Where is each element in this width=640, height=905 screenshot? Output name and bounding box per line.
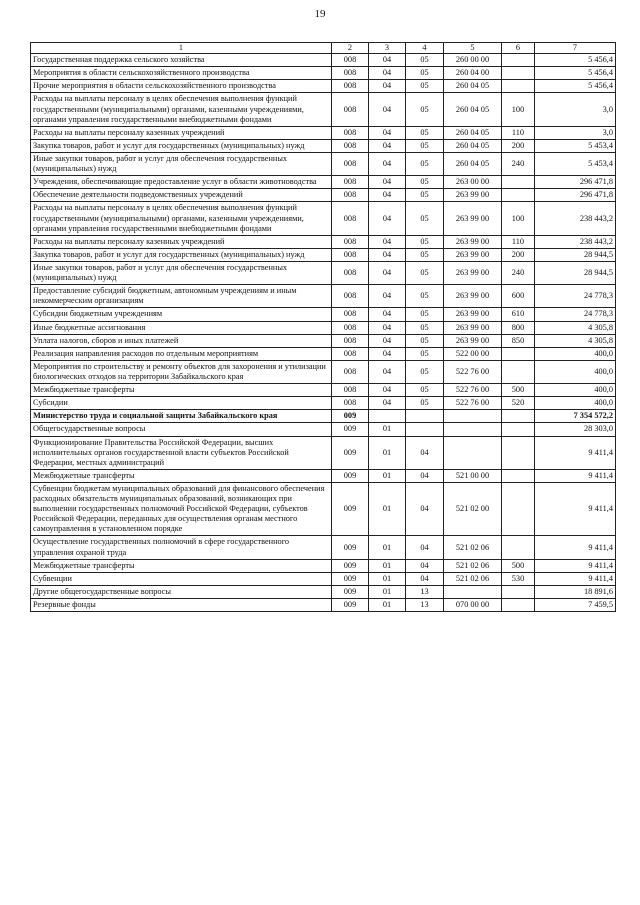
expense-type-cell: 850 [502,334,535,347]
section-code-cell: 04 [369,261,406,284]
ministry-code-cell: 008 [332,347,369,360]
row-name-cell: Закупка товаров, работ и услуг для государственных (муниципальных) нужд [31,248,332,261]
subsection-code-cell: 05 [406,235,444,248]
row-name-cell: Субвенции бюджетам муниципальных образований для финансового обеспечения расходных обязательств муниципальных образований, возникающих при выполнении государственных полномочий Российской Федерации, субъектов Российской Федерации, переданных для осуществления органам местного самоуправления в установленном порядке [31,482,332,536]
expense-type-cell: 530 [502,572,535,585]
ministry-code-cell: 008 [332,139,369,152]
ministry-code-cell: 009 [332,469,369,482]
amount-cell: 5 453,4 [535,152,616,175]
row-name-cell: Субсидии [31,397,332,410]
ministry-code-cell: 008 [332,189,369,202]
target-article-cell: 260 04 05 [444,139,502,152]
amount-cell: 5 456,4 [535,80,616,93]
row-name-cell: Расходы на выплаты персоналу казенных учреждений [31,126,332,139]
ministry-code-cell: 008 [332,80,369,93]
ministry-code-cell: 008 [332,176,369,189]
table-row [31,423,616,436]
expense-type-cell [502,436,535,469]
target-article-cell: 263 99 00 [444,235,502,248]
amount-cell: 238 443,2 [535,202,616,235]
table-row [31,360,616,383]
subsection-code-cell: 05 [406,384,444,397]
target-article-cell: 260 04 00 [444,67,502,80]
ministry-code-cell: 009 [332,599,369,612]
row-name-cell: Расходы на выплаты персоналу в целях обеспечения выполнения функций государственными (муниципальными) органами, казенными учреждениями, органами управления государственными внебюджетными фондами [31,202,332,235]
ministry-code-cell: 008 [332,397,369,410]
ministry-code-cell: 008 [332,261,369,284]
column-header: 7 [535,43,616,54]
subsection-code-cell: 13 [406,599,444,612]
target-article-cell: 263 99 00 [444,321,502,334]
ministry-code-cell: 009 [332,482,369,536]
expense-type-cell: 800 [502,321,535,334]
section-code-cell: 01 [369,423,406,436]
expense-type-cell [502,585,535,598]
subsection-code-cell [406,423,444,436]
subsection-code-cell: 05 [406,126,444,139]
expense-type-cell: 500 [502,384,535,397]
amount-cell: 28 944,5 [535,261,616,284]
section-code-cell: 01 [369,559,406,572]
table-body [31,54,616,612]
table-row [31,321,616,334]
subsection-code-cell: 05 [406,360,444,383]
target-article-cell: 260 00 00 [444,54,502,67]
row-name-cell: Учреждения, обеспечивающие предоставление услуг в области животноводства [31,176,332,189]
subsection-code-cell: 05 [406,321,444,334]
column-header: 6 [502,43,535,54]
target-article-cell: 070 00 00 [444,599,502,612]
row-name-cell: Министерство труда и социальной защиты Забайкальского края [31,410,332,423]
table-row [31,397,616,410]
section-code-cell: 04 [369,248,406,261]
table-row [31,585,616,598]
expense-type-cell [502,536,535,559]
subsection-code-cell: 05 [406,176,444,189]
section-code-cell: 01 [369,482,406,536]
table-row [31,536,616,559]
table-row [31,572,616,585]
expense-type-cell [502,80,535,93]
section-code-cell: 04 [369,285,406,308]
table-row [31,139,616,152]
table-row [31,126,616,139]
table-row [31,176,616,189]
row-name-cell: Иные закупки товаров, работ и услуг для обеспечения государственных (муниципальных) нужд [31,152,332,175]
target-article-cell: 522 76 00 [444,360,502,383]
table-row [31,384,616,397]
amount-cell: 9 411,4 [535,536,616,559]
target-article-cell: 263 99 00 [444,202,502,235]
ministry-code-cell: 009 [332,585,369,598]
row-name-cell: Мероприятия в области сельскохозяйственного производства [31,67,332,80]
subsection-code-cell: 13 [406,585,444,598]
ministry-code-cell: 008 [332,126,369,139]
amount-cell: 9 411,4 [535,559,616,572]
amount-cell: 3,0 [535,93,616,126]
section-code-cell: 01 [369,536,406,559]
target-article-cell: 263 00 00 [444,176,502,189]
subsection-code-cell: 05 [406,397,444,410]
ministry-code-cell: 008 [332,360,369,383]
table-row [31,54,616,67]
table-header-row [31,43,616,54]
amount-cell: 5 453,4 [535,139,616,152]
section-code-cell: 04 [369,80,406,93]
table-row [31,285,616,308]
section-code-cell: 04 [369,54,406,67]
subsection-code-cell: 05 [406,202,444,235]
table-row [31,152,616,175]
target-article-cell: 521 02 06 [444,572,502,585]
target-article-cell: 260 04 05 [444,152,502,175]
target-article-cell: 263 99 00 [444,189,502,202]
expense-type-cell [502,360,535,383]
amount-cell: 9 411,4 [535,572,616,585]
expense-type-cell [502,423,535,436]
subsection-code-cell: 05 [406,334,444,347]
section-code-cell: 04 [369,176,406,189]
section-code-cell: 01 [369,599,406,612]
expense-type-cell: 200 [502,139,535,152]
table-row [31,347,616,360]
row-name-cell: Межбюджетные трансферты [31,384,332,397]
row-name-cell: Резервные фонды [31,599,332,612]
subsection-code-cell: 05 [406,248,444,261]
amount-cell: 7 354 572,2 [535,410,616,423]
target-article-cell: 522 00 00 [444,347,502,360]
amount-cell: 9 411,4 [535,469,616,482]
target-article-cell: 263 99 00 [444,308,502,321]
table-row [31,261,616,284]
subsection-code-cell: 05 [406,261,444,284]
table-row [31,436,616,469]
expense-type-cell [502,347,535,360]
ministry-code-cell: 008 [332,384,369,397]
ministry-code-cell: 008 [332,308,369,321]
target-article-cell [444,423,502,436]
row-name-cell: Расходы на выплаты персоналу казенных учреждений [31,235,332,248]
table-row [31,67,616,80]
table-row [31,80,616,93]
column-header: 5 [444,43,502,54]
section-code-cell: 04 [369,93,406,126]
target-article-cell: 263 99 00 [444,285,502,308]
section-code-cell: 04 [369,334,406,347]
target-article-cell: 521 02 00 [444,482,502,536]
expense-type-cell [502,67,535,80]
expense-type-cell [502,54,535,67]
section-code-cell: 01 [369,572,406,585]
section-code-cell: 04 [369,347,406,360]
expense-type-cell: 520 [502,397,535,410]
row-name-cell: Осуществление государственных полномочий в сфере государственного управления охраной труда [31,536,332,559]
row-name-cell: Субсидии бюджетным учреждениям [31,308,332,321]
table-row [31,308,616,321]
section-code-cell: 04 [369,67,406,80]
row-name-cell: Предоставление субсидий бюджетным, автономным учреждениям и иным некоммерческим организациям [31,285,332,308]
amount-cell: 238 443,2 [535,235,616,248]
ministry-code-cell: 009 [332,572,369,585]
expense-type-cell [502,482,535,536]
row-name-cell: Субвенции [31,572,332,585]
expense-type-cell: 110 [502,126,535,139]
expense-type-cell: 600 [502,285,535,308]
ministry-code-cell: 008 [332,67,369,80]
ministry-code-cell: 009 [332,423,369,436]
ministry-code-cell: 009 [332,559,369,572]
target-article-cell: 263 99 00 [444,248,502,261]
table-row [31,469,616,482]
ministry-code-cell: 008 [332,202,369,235]
amount-cell: 296 471,8 [535,176,616,189]
expense-type-cell [502,599,535,612]
expense-type-cell: 100 [502,93,535,126]
section-code-cell: 04 [369,321,406,334]
table-row [31,559,616,572]
ministry-code-cell: 009 [332,536,369,559]
table-row [31,235,616,248]
subsection-code-cell: 04 [406,559,444,572]
section-code-cell: 04 [369,397,406,410]
row-name-cell: Иные бюджетные ассигнования [31,321,332,334]
target-article-cell: 522 76 00 [444,384,502,397]
target-article-cell [444,410,502,423]
subsection-code-cell: 05 [406,67,444,80]
expense-type-cell [502,410,535,423]
amount-cell: 28 303,0 [535,423,616,436]
section-code-cell [369,410,406,423]
subsection-code-cell: 05 [406,347,444,360]
row-name-cell: Обеспечение деятельности подведомственных учреждений [31,189,332,202]
subsection-code-cell: 05 [406,93,444,126]
section-code-cell: 04 [369,189,406,202]
ministry-code-cell: 008 [332,235,369,248]
ministry-code-cell: 008 [332,321,369,334]
row-name-cell: Межбюджетные трансферты [31,559,332,572]
target-article-cell: 260 04 05 [444,126,502,139]
target-article-cell: 521 02 06 [444,559,502,572]
ministry-code-cell: 008 [332,54,369,67]
table-row [31,334,616,347]
column-header: 3 [369,43,406,54]
target-article-cell: 522 76 00 [444,397,502,410]
section-code-cell: 04 [369,235,406,248]
subsection-code-cell: 04 [406,572,444,585]
table-row [31,482,616,536]
row-name-cell: Реализация направления расходов по отдельным мероприятиям [31,347,332,360]
ministry-code-cell: 009 [332,436,369,469]
table-row [31,599,616,612]
table-row [31,93,616,126]
amount-cell: 4 305,8 [535,334,616,347]
amount-cell: 400,0 [535,347,616,360]
target-article-cell: 263 99 00 [444,334,502,347]
budget-table [30,42,616,612]
subsection-code-cell: 04 [406,469,444,482]
subsection-code-cell: 04 [406,536,444,559]
subsection-code-cell: 05 [406,80,444,93]
amount-cell: 4 305,8 [535,321,616,334]
expense-type-cell: 500 [502,559,535,572]
table-row [31,189,616,202]
section-code-cell: 04 [369,152,406,175]
amount-cell: 7 459,5 [535,599,616,612]
target-article-cell: 260 04 05 [444,93,502,126]
row-name-cell: Общегосударственные вопросы [31,423,332,436]
section-code-cell: 04 [369,139,406,152]
section-code-cell: 04 [369,202,406,235]
amount-cell: 400,0 [535,384,616,397]
amount-cell: 5 456,4 [535,54,616,67]
section-code-cell: 01 [369,469,406,482]
row-name-cell: Прочие мероприятия в области сельскохозяйственного производства [31,80,332,93]
amount-cell: 5 456,4 [535,67,616,80]
ministry-code-cell: 008 [332,93,369,126]
column-header: 2 [332,43,369,54]
section-code-cell: 01 [369,585,406,598]
amount-cell: 9 411,4 [535,482,616,536]
target-article-cell: 263 99 00 [444,261,502,284]
target-article-cell: 521 00 00 [444,469,502,482]
subsection-code-cell: 04 [406,482,444,536]
subsection-code-cell: 05 [406,139,444,152]
section-code-cell: 04 [369,126,406,139]
subsection-code-cell: 05 [406,54,444,67]
table-row [31,202,616,235]
subsection-code-cell: 05 [406,189,444,202]
amount-cell: 400,0 [535,397,616,410]
target-article-cell: 521 02 06 [444,536,502,559]
ministry-code-cell: 008 [332,248,369,261]
row-name-cell: Другие общегосударственные вопросы [31,585,332,598]
target-article-cell [444,585,502,598]
row-name-cell: Иные закупки товаров, работ и услуг для обеспечения государственных (муниципальных) нужд [31,261,332,284]
expense-type-cell [502,176,535,189]
expense-type-cell [502,189,535,202]
amount-cell: 3,0 [535,126,616,139]
page-number: 19 [314,8,326,20]
amount-cell: 24 778,3 [535,285,616,308]
amount-cell: 28 944,5 [535,248,616,261]
expense-type-cell: 610 [502,308,535,321]
table-row [31,248,616,261]
row-name-cell: Функционирование Правительства Российской Федерации, высших исполнительных органов государственной власти субъектов Российской Федерации, местных администраций [31,436,332,469]
expense-type-cell [502,469,535,482]
amount-cell: 296 471,8 [535,189,616,202]
ministry-code-cell: 008 [332,152,369,175]
section-code-cell: 04 [369,360,406,383]
subsection-code-cell: 04 [406,436,444,469]
table-row [31,410,616,423]
subsection-code-cell: 05 [406,152,444,175]
expense-type-cell: 240 [502,261,535,284]
row-name-cell: Уплата налогов, сборов и иных платежей [31,334,332,347]
amount-cell: 18 891,6 [535,585,616,598]
expense-type-cell: 200 [502,248,535,261]
column-header: 4 [406,43,444,54]
row-name-cell: Мероприятия по строительству и ремонту объектов для захоронения и утилизации биологических отходов на территории Забайкальского края [31,360,332,383]
expense-type-cell: 240 [502,152,535,175]
section-code-cell: 04 [369,384,406,397]
ministry-code-cell: 009 [332,410,369,423]
amount-cell: 400,0 [535,360,616,383]
section-code-cell: 04 [369,308,406,321]
ministry-code-cell: 008 [332,285,369,308]
expense-type-cell: 100 [502,202,535,235]
column-header: 1 [31,43,332,54]
row-name-cell: Расходы на выплаты персоналу в целях обеспечения выполнения функций государственными (муниципальными) органами, казенными учреждениями, органами управления государственными внебюджетными фондами [31,93,332,126]
subsection-code-cell: 05 [406,308,444,321]
amount-cell: 9 411,4 [535,436,616,469]
subsection-code-cell [406,410,444,423]
row-name-cell: Закупка товаров, работ и услуг для государственных (муниципальных) нужд [31,139,332,152]
ministry-code-cell: 008 [332,334,369,347]
expense-type-cell: 110 [502,235,535,248]
section-code-cell: 01 [369,436,406,469]
subsection-code-cell: 05 [406,285,444,308]
target-article-cell [444,436,502,469]
target-article-cell: 260 04 05 [444,80,502,93]
amount-cell: 24 778,3 [535,308,616,321]
row-name-cell: Государственная поддержка сельского хозяйства [31,54,332,67]
row-name-cell: Межбюджетные трансферты [31,469,332,482]
